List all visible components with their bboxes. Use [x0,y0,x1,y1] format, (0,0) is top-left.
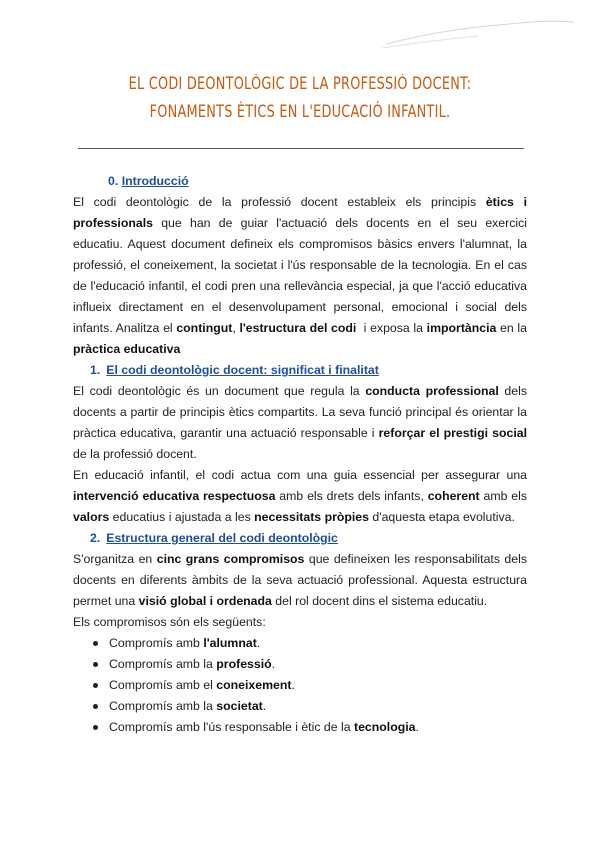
text-run: del rol docent dins el sistema educatiu. [271,594,488,608]
text-run: dels docents a partir de principis ètics compartits. La seva funció principal és orientar la pràctica educativa, garantir una actuació responsable i [73,384,527,440]
text-run: . [291,678,295,692]
text-run: Compromís amb la [109,699,217,713]
section-1-paragraph-1 [73,381,527,465]
section-2-paragraph-2: Els compromisos són els següents: [73,615,266,629]
section-number: 1. [90,363,101,377]
section-title: Estructura general del codi deontològic [106,531,338,545]
bold-text: valors [73,510,110,524]
bold-text: l'alumnat [203,636,257,650]
text-run: . [262,699,267,713]
text-run: S'organitza en [73,552,157,566]
bold-text: reforçar el prestigi social [378,426,527,440]
text-run: . [271,657,276,671]
bold-text: conducta professional [365,384,499,398]
section-number: 0. [108,174,119,188]
bold-text: tecnologia [353,720,416,734]
list-item [73,675,527,696]
text-run: En educació infantil, el codi actua com una guia essencial per assegurar una [73,468,527,482]
section-heading-intro [73,171,527,192]
text-run: Compromís amb el [109,678,217,692]
section-1-paragraph-2 [73,465,527,528]
bold-text: societat [216,699,263,713]
intro-paragraph [73,192,527,360]
section-heading-1 [73,360,527,381]
commitments-list [73,633,527,738]
section-title: Introducció [121,174,189,188]
text-run: El codi deontològic de la professió docent estableix els principis [73,195,486,209]
bold-text: pràctica educativa [73,342,181,356]
text-run: Compromís amb [109,636,204,650]
text-run: d'aquesta etapa evolutiva. [368,510,515,524]
document-body [73,171,527,738]
text-run: que han de guiar l'actuació dels docents en el seu exercici educatiu. Aquest document defineix els compromisos bàsics envers l'alumnat, la professió, el coneixement, la societat i l'ús responsable de la tecnologia. En el cas de l'educació infantil, el codi pren una rellevància especial, ja que l'acció educativa influeix directament en el desenvolupament personal, emocional i social dels infants. Analitza el [73,216,527,335]
bold-text: l'estructura del codi [239,321,357,335]
list-item [73,696,527,717]
document-title: EL CODI DEONTOLÒGIC DE LA PROFESSIÓ DOCENT: FONAMENTS ÈTICS EN L'EDUCACIÓ INFANTIL. [128,74,472,121]
text-run: i exposa la [356,321,427,335]
bold-text: cinc grans compromisos [156,552,305,566]
bold-text: visió global i ordenada [138,594,272,608]
pencil-scribble-mark [378,14,578,54]
section-title: El codi deontològic docent: significat i finalitat [106,363,379,377]
title-divider [78,148,524,149]
bold-text: professió [216,657,272,671]
text-run: . [415,720,419,734]
section-number: 2. [90,531,101,545]
bold-text: coherent [427,489,480,503]
list-item [73,633,527,654]
text-run: educatius i ajustada a les [109,510,255,524]
text-run: Compromís amb l'ús responsable i ètic de la [109,720,354,734]
bold-text: ètics i professionals [73,195,527,230]
text-run: amb els drets dels infants, [275,489,428,503]
bold-text: importància [426,321,497,335]
bold-text: necessitats pròpies [254,510,369,524]
text-run: amb els [479,489,527,503]
text-run: que defineixen les responsabilitats dels docents en diferents àmbits de la seva actuació professional. Aquesta estructura permet una [73,552,527,608]
bold-text: coneixement [216,678,292,692]
bold-text: intervenció educativa respectuosa [73,489,276,503]
list-item [73,654,527,675]
text-run: El codi deontològic és un document que regula la [73,384,366,398]
list-item [73,717,527,738]
text-run: Compromís amb la [109,657,217,671]
text-run: en la [496,321,527,335]
text-run: , [232,321,240,335]
section-heading-2 [73,528,527,549]
section-2-paragraph-1 [73,549,527,612]
bold-text: contingut [176,321,233,335]
text-run: . [256,636,261,650]
text-run: de la professió docent. [73,447,197,461]
